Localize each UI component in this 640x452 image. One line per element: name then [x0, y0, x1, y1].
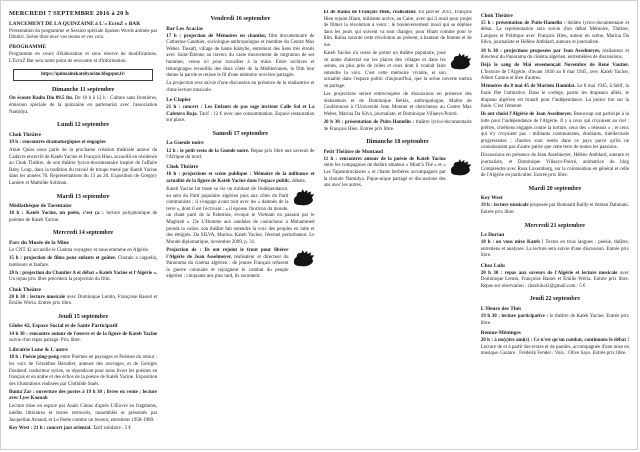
- body-text: réalisateur et directeur du Panorama du cinéma algérien, entremêlées de discussions.: [480, 48, 629, 61]
- paragraph: [9, 140, 157, 147]
- body-text: Globe 42, Espace Social et de Santé Participatif: [9, 323, 118, 330]
- body-text: suivie d'un repas partagé. Prix libre.: [9, 338, 81, 344]
- body-text: Chez Lulu: [480, 262, 505, 269]
- body-text: entre Poèmes en paysages et Poèmes du retour : les voix de Géraldine Bérodier, auteure des ouvrages, et de Georges Doubeuf, traducteur syrien, se répondront pour nous livrer les poèmes en français et en arabe et des échos de la poésie de Kateb Yacine. Exposition des illustrations réalisées par Clothilde Staës.: [9, 355, 158, 387]
- paragraph: [481, 314, 629, 327]
- section-lead: Déjà le sang de Mai ensemençait Novembre de René Vautier.: [480, 63, 629, 69]
- body-text: L'Heure des Thés: [480, 306, 522, 312]
- column-4: [481, 10, 629, 430]
- body-text: Discussions en présence de Jean Asselmeyer, Hélène Amblard, auteure et journaliste, et Dominique Villaeys-Poirré, animatrice du blog Comprendre avec Rosa Luxemburg, sur la colonisation en général et celle de l'Algérie en particulier. Entrée prix libre.: [480, 153, 629, 179]
- venue-name: [9, 287, 157, 294]
- venue-name: [9, 323, 157, 330]
- body-text: https://quinzainekatebyacine.blogspot.fr/: [41, 71, 126, 77]
- paragraph: [481, 112, 629, 152]
- paragraph: [481, 271, 629, 291]
- venue-name: [9, 203, 157, 210]
- section-lead: 18 h : on vous mixe Kateb !: [480, 240, 544, 246]
- section-lead: 18 h : Poésie ping-pong: [9, 355, 59, 361]
- paragraph: [324, 157, 472, 190]
- paragraph: [9, 211, 157, 224]
- date-header: [166, 15, 314, 23]
- venue-name: [9, 21, 157, 28]
- body-text: Mercredi 21 septembre: [524, 222, 585, 229]
- body-text: Chok Théâtre: [9, 286, 41, 293]
- paragraph: [9, 332, 157, 345]
- body-text: Médiathèque de Tarentaize: [9, 203, 72, 210]
- date-header: [9, 121, 157, 129]
- section-lead: Projection de : Ils ont rejoint le front pour libérer l'Algérie de Jean Asselmeyer,: [166, 247, 289, 260]
- body-text: MERCREDI 7 SEPTEMBRE 2016 à 20 h: [9, 10, 130, 17]
- paragraph: [9, 404, 157, 424]
- hedgehog-stamp-icon: [292, 188, 315, 207]
- paragraph: [166, 149, 314, 162]
- body-text: Petit Théâtre de Montaud: [323, 148, 384, 155]
- paragraph: [9, 96, 157, 116]
- section-lead: 20 h : à no(s)tre ami(s) : Ce n'est qu'un combat, continuons le débat !: [480, 337, 629, 343]
- body-text: L'histoire de l'Algérie, d'avant 1830 au 8 mai 1945, avec Kateb Yacine, Albert Camus et bien d'autres.: [480, 69, 629, 82]
- body-text: Chok Théâtre: [166, 164, 199, 171]
- section-lead: Et de Raïna de François Hien, réalisateur.: [323, 10, 417, 15]
- body-text: Kateb Yacine n'a cessé de porter un théâtre populaire, joué en arabe dialectal sur les places des villages et dans les usines, au plus près de celles et ceux dont il voulait faire entendre la voix. C'est cette mémoire vivante, et son actualité dans l'espace public d'aujourd'hui, que la scène ouverte mettra en partage.: [323, 51, 472, 90]
- body-text: Amin Qniss nous parle de la prochaine création théâtrale autour du Cadavre encerclé de Kateb Yacine et François Hien, accueilli en résidence au Chok Théâtre, de son théâtre lyrico-documentaire inspiré de l'affaire Baby Loup, dans la tradition du travail de troupe mené par Kateb Yacine dans les années 70. Représentations du 13 au 20. Exposition de Gregory Lanière et Mathilde Soliman.: [9, 148, 158, 186]
- paragraph: [324, 92, 472, 118]
- paragraph: [166, 81, 314, 94]
- section-lead: 20 h : projection du Chantier A et débat « Kateb Yacine et l'Algérie ».: [9, 270, 158, 276]
- body-text: Le CNT 42 accueille le Cinéma voyageur et nous emmène en Algérie.: [9, 248, 150, 254]
- section-lead: 17 h : projection de Mémoires en chantier,: [166, 33, 267, 39]
- venue-name: [9, 44, 157, 51]
- venue-name: [166, 164, 314, 171]
- hedgehog-stamp-icon: [449, 52, 472, 71]
- venue-name: [166, 140, 314, 147]
- body-text: Tarif : 12 € avec une consommation. Espace restauration sur place.: [166, 111, 315, 124]
- section-lead: 16 h : projections et scène publique : Mémoire de la militance et actualité de la figure de Kateb Yacine dans l'espace public,: [166, 172, 315, 184]
- section-lead: 12 h : le petit resto de la Gueule noire.: [166, 148, 250, 154]
- paragraph: [166, 34, 314, 80]
- paragraph: [324, 51, 472, 91]
- column-2: [166, 10, 314, 430]
- paragraph: [481, 240, 629, 260]
- paragraph: [9, 390, 157, 403]
- paragraph: [9, 248, 157, 255]
- paragraph: [9, 271, 157, 284]
- body-text: Programme en cours d'élaboration et sous réserve de modifications. L'EcruZ Bar sera notre point de rencontre et d'information.: [9, 52, 158, 65]
- paragraph: [9, 29, 157, 42]
- body-text: PROGRAMME: [9, 44, 47, 51]
- paragraph: [166, 187, 314, 246]
- body-text: débats.: [291, 178, 306, 184]
- body-text: Chok Théâtre: [480, 12, 513, 19]
- section-lead: Mémoires du 8 mai 45 de Mariem Hamidat.: [480, 84, 576, 90]
- body-text: théâtre lyrico-documentaire et débat. La représentation sera suivie d'un débat Mémoire, Théâtre, Langues et Politique avec François Hien, auteur en scène, Marina Da Silva, journaliste et Hélène Amblard, auteure et journaliste.: [480, 20, 629, 46]
- body-text: Un repas prix libre précédera la projection du film.: [9, 277, 111, 283]
- body-text: proposée par Romuald Bailly et Atman Dahmani. Entrée prix libre.: [480, 203, 629, 216]
- venue-name: [481, 330, 629, 337]
- paragraph: [9, 295, 157, 308]
- venue-name: [481, 232, 629, 239]
- date-header: [9, 193, 157, 201]
- column-3: [324, 10, 472, 430]
- body-text: Bar Les Acacias: [166, 25, 203, 32]
- body-text: Présentation du programme et Session spéciale Spoken Words animée par Dimitri. Scène libre avec vos textes et vos voix.: [9, 28, 158, 41]
- body-text: Parc du Musée de la Mine: [9, 239, 69, 246]
- body-text: Jeudi 22 septembre: [529, 296, 581, 303]
- paragraph: [324, 10, 472, 50]
- body-text: LANCEMENT DE LA QUINZAINE à L'« EcruZ » BAR: [9, 20, 141, 27]
- body-text: Mardi 20 septembre: [528, 185, 582, 192]
- venue-name: [481, 306, 629, 313]
- section-lead: 14 h 30 : rencontre autour de l'œuvre et de la figure de Kateb Yacine: [9, 331, 158, 337]
- body-text: avec Dominique Lentin, Françoise Basset et Émilie Wéria. Entrée prix libre. Repas sur réservation : chezlulu42@gmail.com / 5 €: [480, 270, 629, 289]
- body-text: Le 8 mai 1945, à Sétif, la foule fête l'armistice. Dans le cortège, parmi les drapeaux alliés, le drapeau algérien est brandi pour l'indépendance. La police tire sur la foule. C'est l'émeute.: [480, 84, 629, 110]
- body-text: Chok Théâtre: [9, 131, 41, 138]
- body-text: Dimanche 18 septembre: [366, 139, 429, 146]
- body-text: En janvier 2011, François Hien rejoint Hiam, militante active, au Caire, avec qui il avait pour projet de filmer la révolution à venir ; le bouleversement inouï qui se déploie dans les jours qui suivent va tout changer, pour Hiam comme pour le film. Raïna raconte cette révolution au présent, à hauteur de femme et de rue.: [323, 10, 472, 48]
- section-lead: 20 h 30 : présentation de Puits-Hamelin :: [323, 120, 415, 125]
- section-lead: 19 h : lecture musicale: [480, 203, 529, 209]
- body-text: Le Dorian: [480, 232, 505, 239]
- section-lead: 15 h : projection de films pour enfants et goûter.: [9, 256, 117, 262]
- page-title: [9, 10, 157, 18]
- paragraph: [481, 49, 629, 62]
- program-link: [13, 69, 153, 81]
- venue-name: [481, 263, 629, 270]
- body-text: Lecture de et à partir des textes et de paroles, accompagnée d'une mise en musique. Guitare : Frédérik Fender / Voix : Olive Says. Entrée prix libre.: [480, 344, 629, 357]
- body-text: Les projections seront entrecoupées de discussions en présence des réalisateurs et de Dominique Belkis, anthropologue, Maître de Conférences à l'Université Jean Monnet et chercheuse au Centre Max Weber, Marina Da Silva, journaliste, et Dominique Villaeys-Poirré.: [323, 92, 472, 117]
- body-text: Repas prix libre aux saveurs de l'Afrique du nord.: [166, 148, 315, 161]
- paragraph: [481, 84, 629, 110]
- venue-name: [9, 132, 157, 139]
- body-text: entre les compagnies de théâtre amateur « Mont'à Thé » et « Les Tapeautruckistes » et chants berbères accompagnés par la chorale Namidya. Pique-nique partagé et discussions des uns avec les autres.: [323, 163, 446, 189]
- body-text: Mardi 13 septembre: [56, 193, 110, 200]
- paragraph: [9, 256, 157, 269]
- section-lead: 20 h 30 : repas aux saveurs de l'Algérie et lecture musicale: [480, 270, 618, 276]
- date-header: [481, 222, 629, 230]
- paragraph: [9, 148, 157, 188]
- body-text: Kateb Yacine fut toute sa vie un militant de l'indépendance, au sein du Parti populaire algérien puis aux côtés du Parti communiste ; il s'engage avant tout avec les « damnés de la terre », dont il est l'écrivain : « il épouse l'horizon du monde, un chant parti de la Palestine, évoque le Vietnam en passant par le Maghreb ». De L'Homme aux sandales de caoutchouc à Mohammed prends ta valise, son théâtre fait entendre la voix des peuples en lutte et des émigrés. Da SILVA, Marina. Kateb Yacine, l'éternel perturbateur. Le Monde diplomatique, novembre 2009, p. 31.: [166, 187, 315, 245]
- hedgehog-stamp-icon: [449, 158, 472, 177]
- paragraph: [481, 153, 629, 179]
- venue-name: [166, 97, 314, 104]
- body-text: La Gueule noire: [166, 140, 204, 147]
- body-text: De 10 h à 12 h : Culture sans frontières, émission spéciale de la quinzaine en partenariat avec l'association Namidya.: [9, 96, 158, 115]
- section-lead: 21 h : concert : Les Enfants de pas sage invitent Calle Sol et La Cafetera Roja.: [166, 105, 315, 117]
- paragraph: [166, 105, 314, 125]
- date-header: [9, 229, 157, 237]
- body-text: Remue-Méninges: [480, 329, 521, 336]
- section-lead: 19 h : rencontres dramaturgiques et engagées: [9, 139, 106, 145]
- body-text: Dimanche 11 septembre: [52, 86, 115, 93]
- paragraph: [324, 120, 472, 133]
- section-lead: 15 h : présentation de Puits-Hamelin :: [480, 20, 566, 26]
- body-text: Chorale a cappella, tambours et fanfare.: [9, 256, 158, 268]
- body-text: lecture polyphonique de poèmes de Kateb Yacine.: [9, 211, 158, 223]
- date-header: [9, 313, 157, 321]
- venue-name: [324, 149, 472, 156]
- body-text: Tarif solidaire : 5 €: [92, 425, 131, 430]
- body-text: réalisateur et directeur du Panorama du cinéma algérien : de jeunes Français refusent la guerre coloniale et rejoignent le combat du peuple algérien ; cinquante ans plus tard, ils racontent.: [166, 254, 289, 280]
- body-text: Vendredi 16 septembre: [210, 16, 271, 22]
- body-text: théâtre lyrico-documentaire de François Hien. Entrée prix libre.: [323, 120, 472, 132]
- hedgehog-stamp-icon: [292, 249, 315, 268]
- body-text: Librairie Lune & L'autre: [9, 347, 68, 354]
- body-text: Le Clapier: [166, 97, 191, 103]
- paragraph: [481, 63, 629, 83]
- body-text: Jeudi 15 septembre: [57, 313, 109, 320]
- section-lead: Ils ont choisi l'Algérie de Jean Asselmeyer.: [480, 112, 573, 118]
- date-header: [481, 185, 629, 193]
- paragraph: [481, 21, 629, 47]
- venue-name: [9, 347, 157, 354]
- body-text: La projection sera suivie d'une discussion en présence de la réalisatrice et d'une lecture musicale.: [166, 81, 315, 93]
- body-text: le théâtre de Kateb Yacine. Entrée prix libre.: [480, 314, 629, 326]
- venue-name: [481, 13, 629, 20]
- paragraph: [166, 248, 314, 281]
- paragraph: [481, 338, 629, 358]
- section-lead: 11 h : rencontres autour de la poésie de Kateb Yacine: [323, 156, 446, 162]
- body-text: Mercredi 14 septembre: [53, 230, 114, 237]
- flyer-columns: [1, 1, 637, 436]
- date-header: [166, 130, 314, 138]
- venue-name: [481, 195, 629, 202]
- body-text: Beaucoup ont participé à la lutte pour l'indépendance de l'Algérie. Il y a ceux qui croyaient au ciel : prêtres, chrétiens engagés contre la torture, ceux des « réseaux » ; et ceux qui n'y croyaient pas : militants communistes, étudiants, intellectuels progressistes ; d'autres sont restés dans ce pays parce qu'ils ne connaissaient pas d'autre patrie que cette terre de toutes les passions.: [480, 112, 629, 151]
- section-lead: Key West : 21 h : concert jazz oriental.: [9, 425, 92, 430]
- body-text: Samedi 17 septembre: [212, 130, 269, 137]
- section-lead: 18 h : Kateb Yacine, un poète, c'est ça :: [9, 211, 104, 217]
- section-lead: 20 h 30 : lecture musicale: [9, 294, 66, 300]
- body-text: film documentaire de Catherine Gauthier, sociologue-anthropologue et membre du Centre Max Weber. Tassaft, village de haute Kabylie, entretient des liens très étroits avec Saint-Étienne au travers du vaste mouvement de migration de ses hommes, venus ici pour travailler à la mine. Entre archives et témoignages recueillis des deux côtés de la Méditerranée, le film leur donne la parole et retisse le fil d'une mémoire ouvrière partagée.: [166, 33, 315, 79]
- section-lead: 19 h 30 : lecture participative :: [480, 314, 549, 320]
- paragraph: [9, 355, 157, 388]
- date-header: [481, 295, 629, 303]
- body-text: Textes en trois langues : poésie, théâtre, entretiens et analyses. La lecture sera suivie d'une discussion. Entrée prix libre.: [480, 240, 629, 259]
- section-lead: 18 h 30 : projections proposées par Jean Asselmeyer,: [480, 48, 601, 54]
- column-1: [9, 10, 157, 430]
- section-lead: On écoute Radio Dio 89.5 fm.: [9, 96, 74, 102]
- venue-name: [166, 26, 314, 33]
- body-text: avec Dominique Lentin, Françoise Basset et Émilie Wéria. Entrée prix libre.: [9, 294, 158, 307]
- paragraph: [9, 426, 157, 430]
- body-text: Lundi 12 septembre: [57, 122, 110, 129]
- venue-name: [9, 240, 157, 247]
- section-lead: Bunta'Zar : ouverture des portes à 19 h 30 ; livres en vente ; lecture avec Lyes Kaouah: [9, 389, 158, 402]
- body-text: Key West: [480, 195, 503, 202]
- paragraph: [481, 203, 629, 216]
- body-text: Lecture mise en espace par Anaïs Cintas d'après L'Œuvre en fragments, inédits littéraires et textes retrouvés, rassemblés et présentés par Jacqueline Arnaud, et Le Poète comme un boxeur, entretiens 1958-1989.: [9, 404, 158, 423]
- paragraph: [9, 52, 157, 65]
- date-header: [324, 138, 472, 146]
- date-header: [9, 86, 157, 94]
- paragraph: [166, 172, 314, 185]
